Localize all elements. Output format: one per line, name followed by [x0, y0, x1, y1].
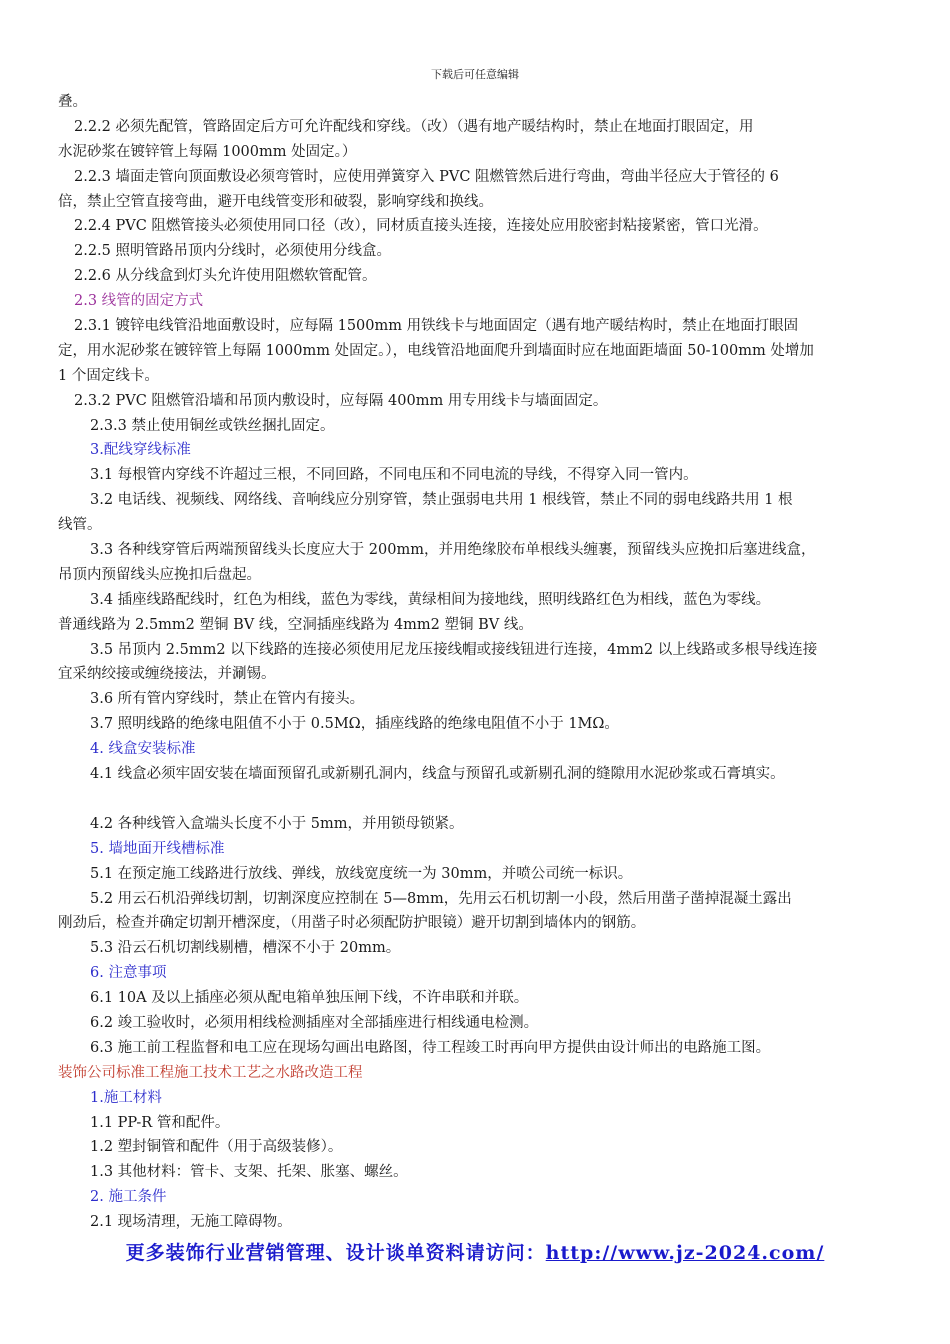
body-line: 1.1 PP-R 管和配件。	[90, 1114, 230, 1131]
promo-footer	[0, 1238, 950, 1265]
section-heading: 5. 墙地面开线槽标准	[90, 840, 225, 857]
body-line: 线管。	[58, 517, 102, 534]
body-line: 2.2.2 必须先配管，管路固定后方可允许配线和穿线。（改）（遇有地产暖结构时，禁止在地面打眼固定，用	[74, 118, 754, 135]
section-heading: 2.3 线管的固定方式	[74, 293, 204, 310]
document-body	[58, 90, 908, 1235]
body-line: 宜采纳绞接或缠绕接法，并涮锡。	[58, 666, 276, 683]
section-heading: 6. 注意事项	[90, 965, 167, 982]
body-line: 6.1 10A 及以上插座必须从配电箱单独压闸下线，不许串联和并联。	[90, 990, 529, 1007]
body-line: 2.1 现场清理，无施工障碍物。	[90, 1214, 292, 1231]
body-line: 倍，禁止空管直接弯曲，避开电线管变形和破裂，影响穿线和换线。	[58, 193, 493, 210]
body-line: 1.3 其他材料：管卡、支架、托架、胀塞、螺丝。	[90, 1164, 408, 1181]
body-line: 2.2.3 墙面走管向顶面敷设必须弯管时，应使用弹簧穿入 PVC 阻燃管然后进行弯曲，弯曲半径应大于管径的 6	[74, 168, 779, 185]
section-heading: 2. 施工条件	[90, 1189, 167, 1206]
body-line: 1.2 塑封铜管和配件（用于高级装修）。	[90, 1139, 343, 1156]
body-line: 刚劲后，检查并确定切割开槽深度，（用凿子时必须配防护眼镜）避开切割到墙体内的钢筋。	[58, 915, 646, 932]
body-line: 2.2.5 照明管路吊顶内分线时，必须使用分线盒。	[74, 243, 392, 260]
footer-link[interactable]: http://www.jz-2024.com/	[545, 1242, 825, 1264]
body-line: 1 个固定线卡。	[58, 367, 159, 384]
body-line: 5.2 用云石机沿弹线切割，切割深度应控制在 5—8mm，先用云石机切割一小段，然后用凿子凿掉混凝土露出	[90, 890, 792, 907]
footer-text: 更多装饰行业营销管理、设计谈单资料请访问：	[125, 1242, 546, 1264]
body-line: 普通线路为 2.5mm2 塑铜 BV 线，空洞插座线路为 4mm2 塑铜 BV 线。	[58, 616, 533, 633]
body-line: 4.2 各种线管入盒端头长度不小于 5mm，并用锁母锁紧。	[90, 815, 464, 832]
body-line: 3.5 吊顶内 2.5mm2 以下线路的连接必须使用尼龙压接线帽或接线钮进行连接，4mm2 以上线路或多根导线连接	[90, 641, 818, 658]
body-line: 3.2 电话线、视频线、网络线、音响线应分别穿管，禁止强弱电共用 1 根线管，禁止不同的弱电线路共用 1 根	[90, 492, 793, 509]
section-heading: 3.配线穿线标准	[90, 442, 191, 459]
body-line: 2.2.6 从分线盒到灯头允许使用阻燃软管配管。	[74, 268, 377, 285]
section-heading: 1.施工材料	[90, 1089, 162, 1106]
body-line: 2.3.3 禁止使用铜丝或铁丝捆扎固定。	[90, 417, 335, 434]
body-line: 4.1 线盒必须牢固安装在墙面预留孔或新剔孔洞内，线盒与预留孔或新剔孔洞的缝隙用水泥砂浆或石膏填实。	[90, 766, 785, 783]
body-line: 5.1 在预定施工线路进行放线、弹线，放线宽度统一为 30mm，并喷公司统一标识。	[90, 865, 633, 882]
page-header: 下载后可任意编辑	[431, 68, 519, 81]
chapter-title: 装饰公司标准工程施工技术工艺之水路改造工程	[58, 1064, 363, 1081]
body-line: 5.3 沿云石机切割线剔槽，槽深不小于 20mm。	[90, 940, 401, 957]
blank-line	[58, 787, 908, 812]
body-line: 定，用水泥砂浆在镀锌管上每隔 1000mm 处固定。），电线管沿地面爬升到墙面时应在地面距墙面 50-100mm 处增加	[58, 342, 814, 359]
body-line: 3.6 所有管内穿线时，禁止在管内有接头。	[90, 691, 365, 708]
body-line: 2.2.4 PVC 阻燃管接头必须使用同口径（改），同材质直接头连接，连接处应用胶密封粘接紧密，管口光滑。	[74, 218, 768, 235]
body-line: 3.3 各种线穿管后两端预留线头长度应大于 200mm，并用绝缘胶布单根线头缠裹，预留线头应挽扣后塞进线盒，	[90, 542, 816, 559]
body-line: 6.2 竣工验收时，必须用相线检测插座对全部插座进行相线通电检测。	[90, 1014, 539, 1031]
body-line: 2.3.1 镀锌电线管沿地面敷设时，应每隔 1500mm 用铁线卡与地面固定（遇有地产暖结构时，禁止在地面打眼固	[74, 318, 799, 335]
body-line: 2.3.2 PVC 阻燃管沿墙和吊顶内敷设时，应每隔 400mm 用专用线卡与墙面固定。	[74, 392, 608, 409]
body-line: 水泥砂浆在镀锌管上每隔 1000mm 处固定。）	[58, 143, 357, 160]
body-line: 6.3 施工前工程监督和电工应在现场勾画出电路图，待工程竣工时再向甲方提供由设计师出的电路施工图。	[90, 1039, 771, 1056]
body-line: 3.7 照明线路的绝缘电阻值不小于 0.5MΩ，插座线路的绝缘电阻值不小于 1MΩ。	[90, 716, 619, 733]
body-line: 3.1 每根管内穿线不许超过三根，不同回路，不同电压和不同电流的导线，不得穿入同一管内。	[90, 467, 698, 484]
body-line: 3.4 插座线路配线时，红色为相线，蓝色为零线，黄绿相间为接地线，照明线路红色为相线，蓝色为零线。	[90, 591, 771, 608]
section-heading: 4. 线盒安装标准	[90, 741, 196, 758]
body-line: 吊顶内预留线头应挽扣后盘起。	[58, 566, 261, 583]
body-line: 叠。	[58, 94, 87, 110]
